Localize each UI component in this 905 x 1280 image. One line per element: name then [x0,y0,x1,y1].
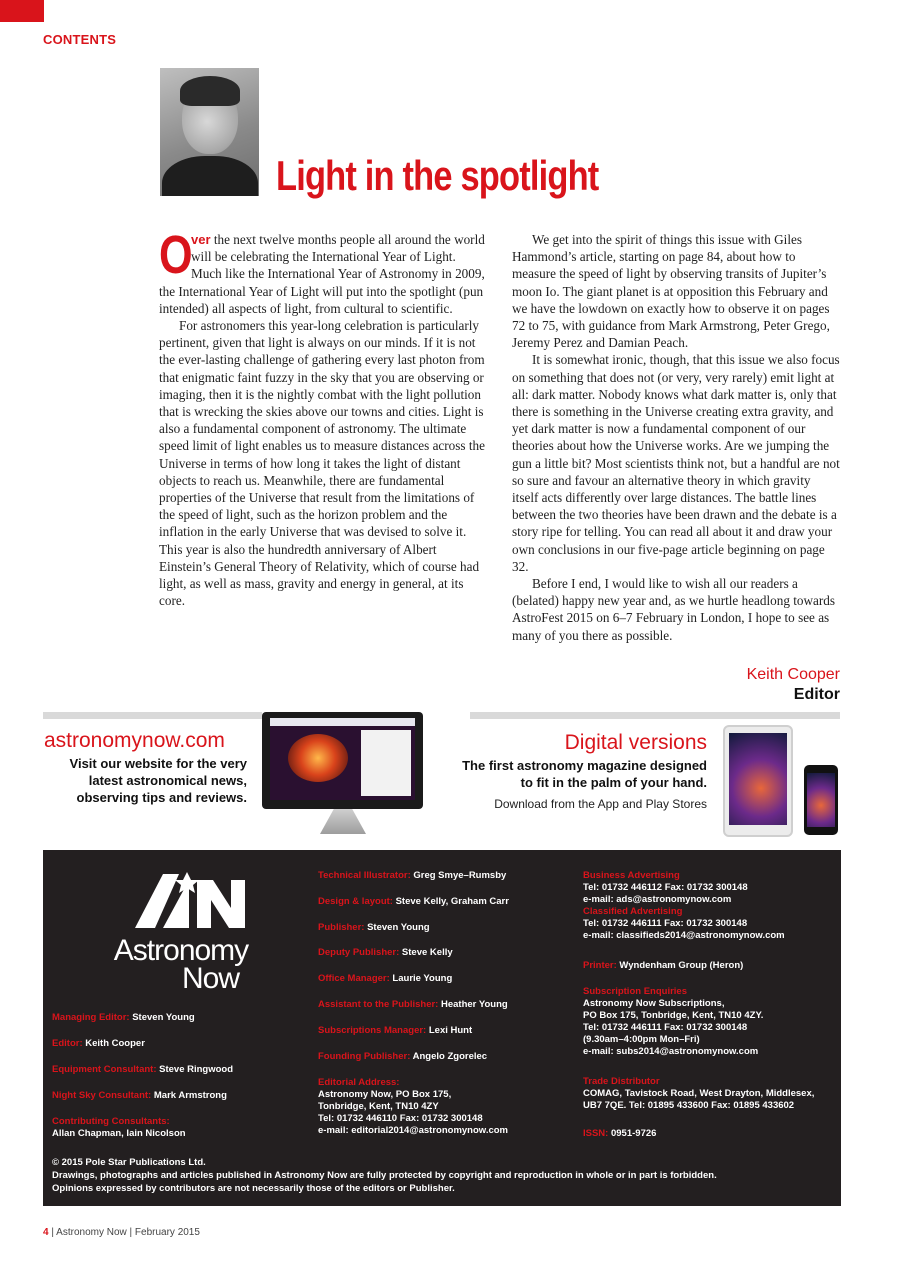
credit-line: Technical Illustrator: Greg Smye–Rumsby [318,870,507,881]
credit-line: Editor: Keith Cooper [52,1038,145,1049]
paragraph: For astronomers this year-long celebration is particularly pertinent, given that light is always on our minds. If it is not the ever-lasting challenge of gathering every last photon from that enigmatic faint fuzzy in the sky that you are observing or imaging, then it is the nightly combat with the light pollution that is wrecking the skies above our towns and cities. Light is also a fundamental component of astronomy. The ultimate speed limit of light enables us to measure distances across the Universe in terms of how long it takes the light of distant objects to reach us. Meanwhile, there are fundamental properties of the Universe that result from the limitations of the speed of light, such as the horizon problem and the inflation in the early Universe that was devised to solve it. This year is also the hundredth anniversary of Albert Einstein’s General Theory of Relativity, which of course had light, as well as mass, gravity and energy in general, at its core. [159,318,485,609]
subscription-enquiries: Subscription Enquiries Astronomy Now Subscriptions, PO Box 175, Tonbridge, Kent, TN10 4ZY. Tel: 01732 446111 Fax: 01732 300148 (9.30am–4:00pm Mon–Fri) e-mail: subs2014@astronomynow.com [583,986,764,1057]
article-title: Light in the spotlight [276,152,599,199]
astronomy-now-logo [105,866,257,996]
monitor-illustration [262,712,423,809]
phone-illustration [804,765,838,835]
article-column-right [512,231,840,644]
copyright-notice: © 2015 Pole Star Publications Ltd. Drawings, photographs and articles published in Astronomy Now are fully protected by copyright and reproduction in whole or in part is forbidden. Opinions expressed by contributors are not necessarily those of the editors or Publisher. [52,1157,717,1194]
website-promo-text [44,755,247,806]
divider-rule [470,712,840,719]
logo-wordmark: Now [181,962,239,995]
paragraph [159,225,487,317]
promo-line: to fit in the palm of your hand. [520,775,707,790]
digital-promo-sub: Download from the App and Play Stores [494,797,707,811]
divider-rule [43,712,262,719]
credit-line: Contributing Consultants: Allan Chapman, Iain Nicolson [52,1116,186,1139]
paragraph: We get into the spirit of things this issue with Giles Hammond’s article, starting on page 84, about how to measure the speed of light by observing transits of Jupiter’s moon Io. The giant planet is at opposition this February and we have the lowdown on exactly how to observe it on pages 72 to 75, with guidance from Mark Armstrong, Peter Grego, Jeremy Perez and Damian Peach. [512,232,830,351]
credit-line: Founding Publisher: Angelo Zgorelec [318,1051,488,1062]
credit-line: Equipment Consultant: Steve Ringwood [52,1064,234,1075]
digital-promo-title: Digital versions [564,731,707,754]
editorial-address: Editorial Address: Astronomy Now, PO Box 175, Tonbridge, Kent, TN10 4ZY Tel: 01732 446110 Fax: 01732 300148 e-mail: editorial2014@astronomynow.com [318,1077,508,1136]
drop-cap: O [159,225,193,285]
paragraph-text: the next twelve months people all around the world will be celebrating the International Year of Light. Much like the International Year of Astronomy in 2009, the International Year of Light will put into the spotlight (pun intended) all aspects of light, from cultural to scientific. [159,232,485,316]
tablet-illustration [723,725,793,837]
editor-photo [160,68,259,196]
credit-line: Subscriptions Manager: Lexi Hunt [318,1025,473,1036]
logo-mark-icon [105,866,257,936]
digital-promo-text [420,757,707,791]
credit-line: Publisher: Steven Young [318,922,430,933]
lead-in: ver [191,232,211,247]
paragraph: Before I end, I would like to wish all our readers a (belated) happy new year and, as we hurtle headlong towards AstroFest 2015 on 6–7 February in London, I hope to see as many of you there as possible. [512,576,835,643]
section-label: CONTENTS [43,32,117,47]
monitor-stand [320,809,366,834]
trade-distributor: Trade Distributor COMAG, Tavistock Road, West Drayton, Middlesex, UB7 7QE. Tel: 01895 433600 Fax: 01895 433602 [583,1076,815,1111]
article-column-left [159,225,487,609]
page-footer [43,1227,200,1238]
page-footer-text: | Astronomy Now | February 2015 [48,1227,200,1238]
signature-name: Keith Cooper [746,666,840,683]
promo-line: observing tips and reviews. [76,790,247,805]
section-tab-marker [0,0,44,22]
logo-wordmark: Astronomy [113,934,249,967]
credit-line: Managing Editor: Steven Young [52,1012,195,1023]
issn-line: ISSN: 0951-9726 [583,1128,657,1139]
credit-line: Design & layout: Steve Kelly, Graham Carr [318,896,509,907]
printer-line: Printer: Wyndenham Group (Heron) [583,960,744,971]
credit-line: Assistant to the Publisher: Heather Young [318,999,508,1010]
website-promo-title[interactable]: astronomynow.com [44,729,225,752]
paragraph: It is somewhat ironic, though, that this issue we also focus on something that does not (or very, very rarely) emit light at all: dark matter. Nobody knows what dark matter is, only that there is something in the Universe creating extra gravity, and yet dark matter is now a fundamental component of our theories about how the Universe works. Are we jumping the gun a little bit? Most scientists think not, but a handful are not so sure and favour an alternative theory in which gravity itself acts differently over large distances. The battle lines between the two theories have been drawn and the debate is a story ripe for telling. You can read all about it and draw your own conclusions in our five-page article beginning on page 32. [512,352,840,574]
promo-line: Visit our website for the very [69,756,247,771]
credit-line: Office Manager: Laurie Young [318,973,453,984]
business-advertising: Business Advertising Tel: 01732 446112 Fax: 01732 300148 e-mail: ads@astronomynow.com Classified Advertising Tel: 01732 446111 Fax: 01732 300148 e-mail: classifieds2014@astronomynow.com [583,870,785,941]
masthead-footer [43,850,841,1206]
page-number: 4 [43,1227,49,1238]
promo-line: The first astronomy magazine designed [462,758,707,773]
promo-line: latest astronomical news, [88,773,247,788]
credit-line: Deputy Publisher: Steve Kelly [318,947,453,958]
credit-line: Night Sky Consultant: Mark Armstrong [52,1090,227,1101]
signature-role: Editor [793,686,840,703]
